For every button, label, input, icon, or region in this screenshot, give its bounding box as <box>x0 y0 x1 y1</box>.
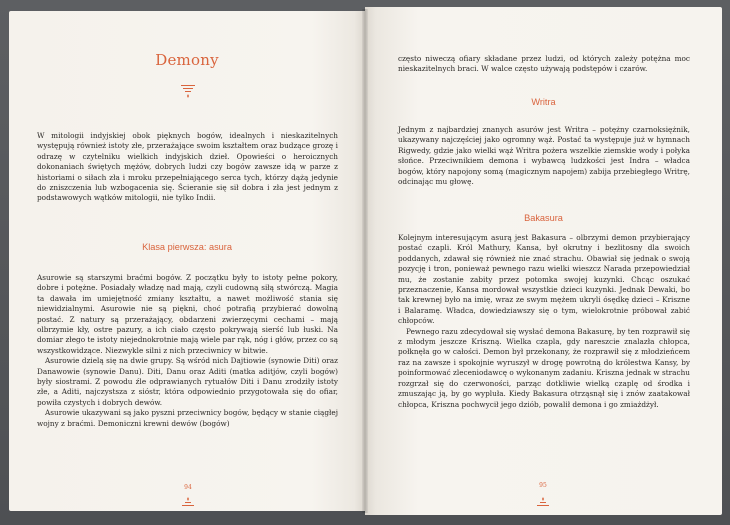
continued-text <box>398 54 690 75</box>
section-heading-asura: Klasa pierwsza: asura <box>142 242 232 252</box>
asura-paragraph: Asurowie dzielą się na dwie grupy. Są wśród nich Dajtiowie (synowie Diti) oraz Danawowie (synowie Danu). Diti, Danu oraz Aditi (matka aditjów, czyli bogów) były siostrami. Z powodu źle odprawianych rytuałów Diti i Danu zrodziły istoty złe, a Aditi, najczystsza z sióstr, która odpowiednio przygotowała się do ofiar, powiła czystych i dobrych dewów. <box>37 356 338 407</box>
page-number-left: 94 <box>184 484 192 491</box>
right-page <box>365 7 722 515</box>
bakasura-paragraph: Pewnego razu zdecydował się wysłać demona Bakasurę, by ten rozprawił się z młodym jeszcze Kriszną. Wielka czapla, gdy nareszcie znalazła chłopca, połknęła go w całości. Demon był przekonany, że rozprawił się z młodzieńcem raz na zawsze i spokojnie wyruszył w drogę powrotną do królestwa Kansy, by poinformować zleceniodawcę o wykonanym zadaniu. Kriszna jednak w strachu rozgrzał się do czerwoności, parząc dotkliwie wielką czaplę od środka i zmuszając ją, by go wypluła. Kiedy Bakasura otrząsnął się i znów zaatakował chłopca, Kriszna pochwycił jego dziób, powalił demona i go zmiażdżył. <box>398 326 690 409</box>
section-heading-bakasura: Bakasura <box>524 213 563 223</box>
footer-ornament-icon <box>534 496 552 508</box>
ornament-icon <box>179 84 197 100</box>
page-number-right: 95 <box>539 482 547 489</box>
footer-ornament-icon <box>179 496 197 508</box>
intro-paragraph: W mitologii indyjskiej obok pięknych bogów, idealnych i nieskazitelnych występują również istoty złe, przerażające swoim kształtem oraz budzące grozę i odrazę w czytelniku wielkich indyjskich dzieł. Opowieści o heroicznych dokonaniach świętych mężów, dobrych ludzi czy bogów zawsze idą w parze z historiami o siłach zła i mroku przepełniającego serca tych, którzy dążą jedynie do zniszczenia lub wzbogacenia się. Ścieranie się sił dobra i zła jest jednym z podstawowych wątków mitologii, nie tylko Indii. <box>37 131 338 203</box>
chapter-title: Demony <box>155 51 219 69</box>
writra-paragraph: Jednym z najbardziej znanych asurów jest Writra – potężny czarnoksiężnik, ukazywany najczęściej jako ogromny wąż. Postać ta występuje już w hymnach Rigwedy, gdzie jako wielki wąż Writra pożera wszelkie ziemskie wody i połyka słońce. Przeciwnikiem demona i wybawcą ludzkości jest Indra – władca bogów, który napojony somą (magicznym napojem) zabija przebiegłego Writrę, odcinając mu głowę. <box>398 125 690 187</box>
writra-text <box>398 125 690 187</box>
bakasura-paragraph: Kolejnym interesującym asurą jest Bakasura – olbrzymi demon przybierający postać czapli. Król Mathury, Kansa, był okrutny i bezlitosny dla swoich poddanych, zdawał się również nie znać strachu. Obawiał się jednak o swoją pozycję i tron, ponieważ pewnego razu wielki wieszcz Narada przepowiedział mu, że zostanie zabity przez potomka swojej kuzynki. Chcąc oszukać przeznaczenie, Kansa mordował wszystkie dzieci kuzynki. Jednak Dewaki, bo tak krewnej było na imię, wraz ze swym mężem ukryli ósędkę dzieci – Kriszne i Balaramę. Władca, dowiedziawszy się o tym, wielokrotnie próbował zabić chłopców. <box>398 233 690 326</box>
left-page <box>9 11 365 511</box>
book-spine <box>362 9 368 513</box>
section-heading-writra: Writra <box>531 97 556 107</box>
asura-paragraph: Asurowie są starszymi braćmi bogów. Z początku były to istoty pełne pokory, dobre i potężne. Posiadały władzę nad mają, czyli cudowną siłą stwórczą. Magia ta dawała im umiejętność zmiany kształtu, a nawet możliwość stania się niewidzialnymi. Asurowie nie są piękni, choć potrafią przybierać dowolną postać. Z natury są przerażający, obdarzeni zwierzęcymi cechami – mają olbrzymie kły, ostre pazury, a ich ciało często pokrywają sierść lub łuski. Na domiar złego te istoty niejednokrotnie mają wiele par rąk, nóg i głów, przez co są wszystkowidzące. Niezwykle silni z nich przeciwnicy w bitwie. <box>37 273 338 355</box>
intro-text <box>37 131 338 204</box>
continued-paragraph: często niweczą ofiary składane przez ludzi, od których zależy potężna moc nieskazitelnych braci. W walce często używają podstępów i czarów. <box>398 54 690 74</box>
bakasura-text <box>398 233 690 410</box>
asura-paragraph: Asurowie ukazywani są jako pyszni przeciwnicy bogów, będący w stanie ciągłej wojny z braćmi. Demoniczni krewni dewów (bogów) <box>37 408 338 428</box>
asura-text <box>37 273 338 429</box>
